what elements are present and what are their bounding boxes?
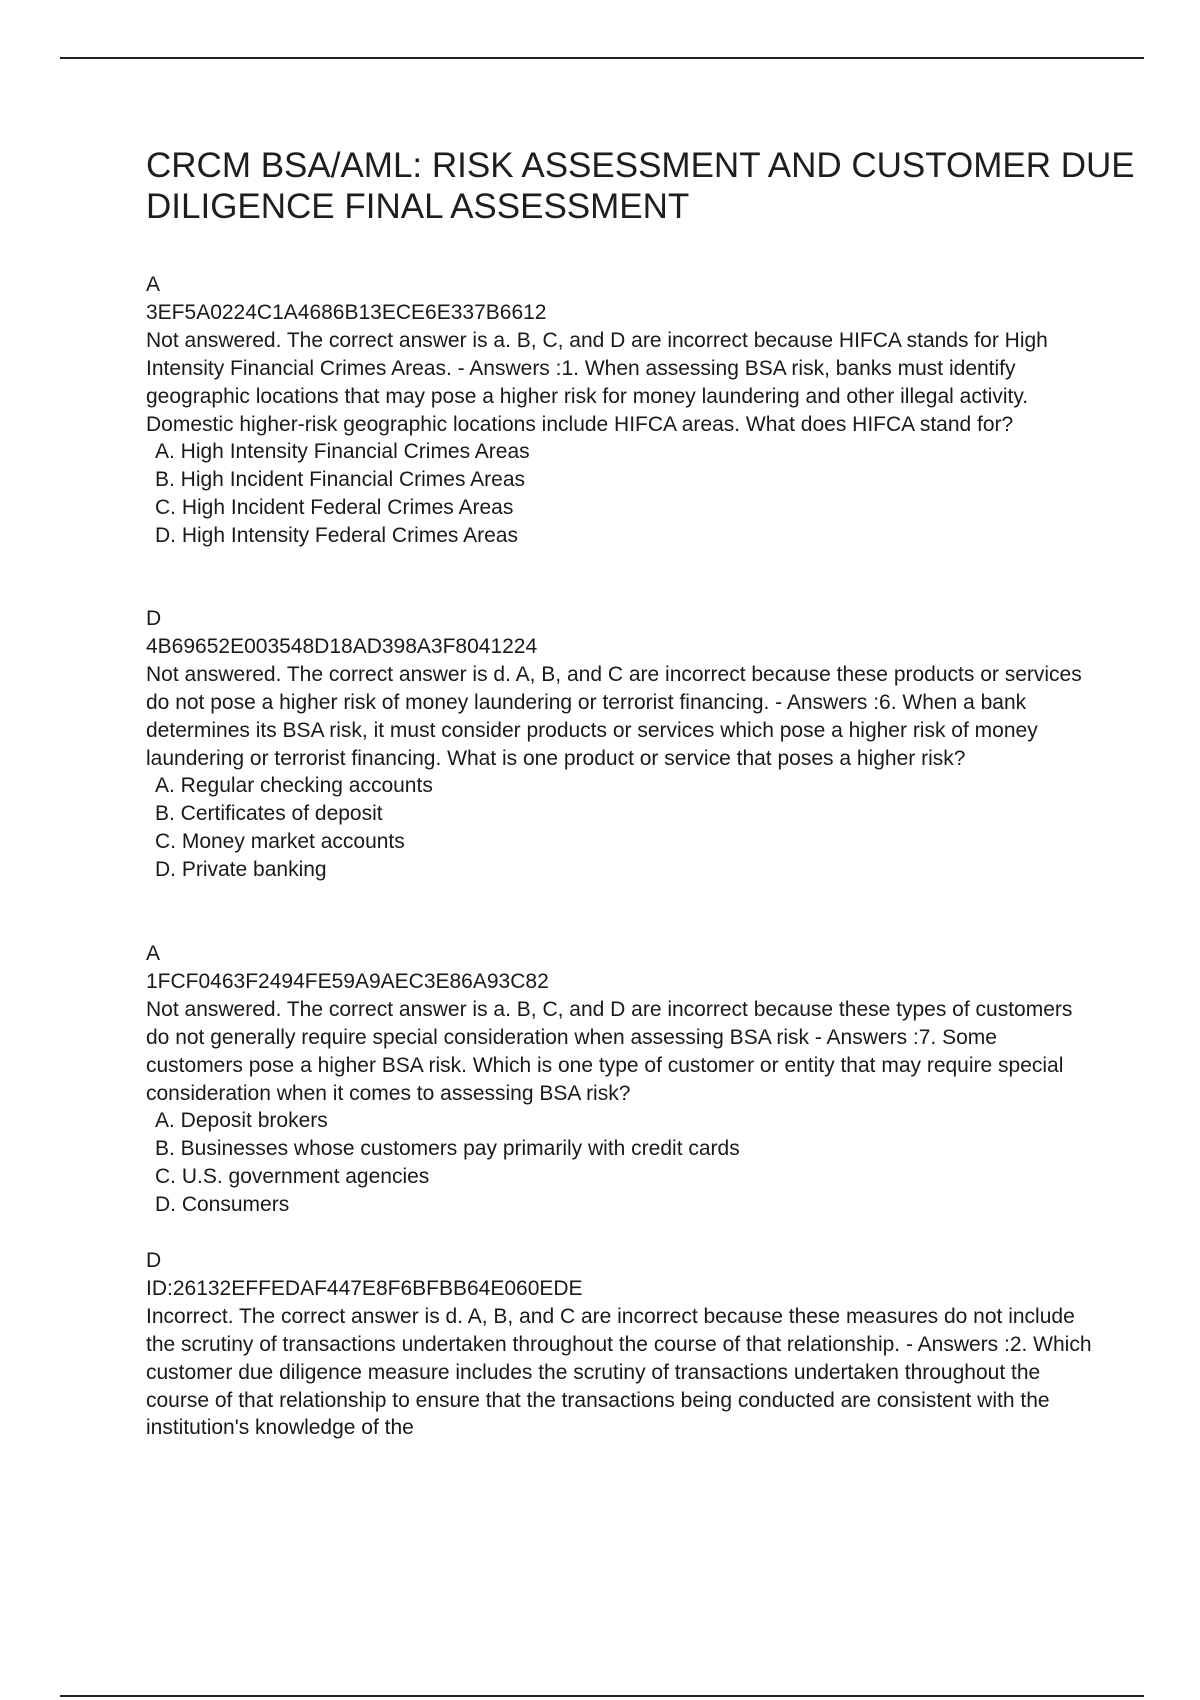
question-id: 1FCF0463F2494FE59A9AEC3E86A93C82 — [146, 969, 549, 993]
option: C. U.S. government agencies — [155, 1165, 430, 1189]
question-id: 3EF5A0224C1A4686B13ECE6E337B6612 — [146, 300, 547, 324]
correct-answer: A — [146, 273, 161, 296]
question-text: Not answered. The correct answer is a. B, C, and D are incorrect because HIFCA stands for High Intensity Financial Crimes Areas. - Answers :1. When assessing BSA risk, banks must identify geographic locations that may pose a higher risk for money laundering and other illegal activity. Domestic higher-risk geographic locations include HIFCA areas. What does HIFCA stand for? — [146, 328, 1048, 436]
question-block — [146, 271, 1096, 550]
option: D. Private banking — [155, 858, 327, 882]
correct-answer: D — [146, 607, 162, 630]
question-block — [146, 940, 1096, 1219]
option: A. Deposit brokers — [155, 1109, 328, 1133]
question-id: ID:26132EFFEDAF447E8F6BFBB64E060EDE — [146, 1276, 583, 1300]
option: D. High Intensity Federal Crimes Areas — [155, 524, 518, 548]
option: B. Businesses whose customers pay primarily with credit cards — [155, 1137, 740, 1161]
option: C. High Incident Federal Crimes Areas — [155, 496, 514, 520]
question-id: 4B69652E003548D18AD398A3F8041224 — [146, 634, 538, 658]
correct-answer: A — [146, 942, 161, 965]
question-text: Incorrect. The correct answer is d. A, B, and C are incorrect because these measures do not include the scrutiny of transactions undertaken throughout the course of that relationship. - Answers :2. Which customer due diligence measure includes the scrutiny of transactions undertaken throughout the course of that relationship to ensure that the transactions being conducted are consistent with the institution's knowledge of the — [146, 1304, 1092, 1440]
option: A. High Intensity Financial Crimes Areas — [155, 440, 530, 464]
option: B. Certificates of deposit — [155, 802, 383, 826]
option: C. Money market accounts — [155, 830, 405, 854]
question-block — [146, 605, 1096, 884]
bottom-rule — [60, 1695, 1144, 1697]
correct-answer: D — [146, 1249, 162, 1272]
option: A. Regular checking accounts — [155, 774, 433, 798]
option: D. Consumers — [155, 1193, 290, 1217]
question-text: Not answered. The correct answer is a. B, C, and D are incorrect because these types of customers do not generally require special consideration when assessing BSA risk - Answers :7. Some customers pose a higher BSA risk. Which is one type of customer or entity that may require special consideration when it comes to assessing BSA risk? — [146, 997, 1073, 1105]
option: B. High Incident Financial Crimes Areas — [155, 468, 525, 492]
document-title: CRCM BSA/AML: RISK ASSESSMENT AND CUSTOMER DUE DILIGENCE FINAL ASSESSMENT — [146, 146, 1135, 226]
top-rule — [60, 57, 1144, 59]
question-text: Not answered. The correct answer is d. A, B, and C are incorrect because these products or services do not pose a higher risk of money laundering or terrorist financing. - Answers :6. When a bank determines its BSA risk, it must consider products or services which pose a higher risk of money laundering or terrorist financing. What is one product or service that poses a higher risk? — [146, 662, 1082, 770]
question-block — [146, 1247, 1096, 1442]
